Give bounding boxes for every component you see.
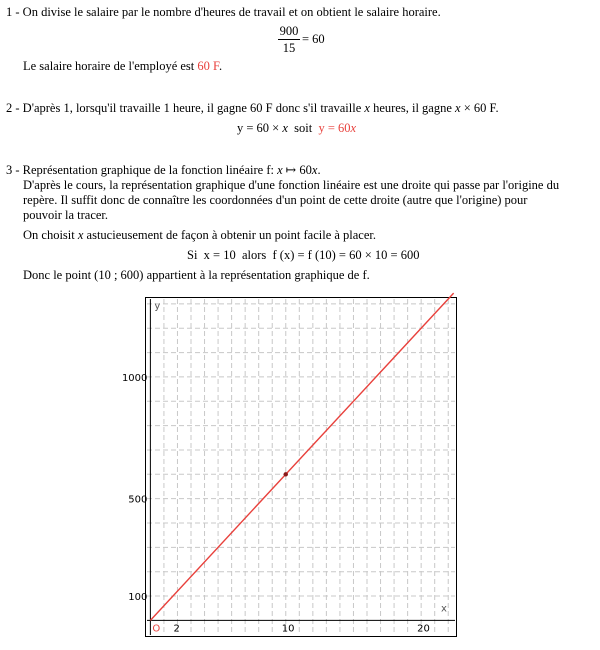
part3-heading-map: ↦ 60 bbox=[282, 163, 312, 177]
formula-mid: soit bbox=[287, 121, 319, 135]
part3-para2-prefix: On choisit bbox=[23, 228, 78, 242]
x-tick-label: 10 bbox=[281, 623, 295, 635]
part3-heading-suffix: . bbox=[317, 163, 321, 177]
part3-para1-line2: repère. Il suffit donc de connaître les coordonnées d'un point de cette droite (autre que l'origine) pour bbox=[23, 193, 528, 207]
function-graph bbox=[121, 297, 457, 637]
part1-conclusion-prefix: Le salaire horaire de l'employé est bbox=[23, 59, 198, 73]
formula-var: x bbox=[282, 121, 288, 135]
y-axis-label: y bbox=[154, 301, 161, 312]
part3-para2-var: x bbox=[77, 228, 84, 242]
part1-conclusion-suffix: . bbox=[218, 59, 223, 73]
part2-heading-mid: heures, il gagne bbox=[369, 101, 456, 115]
part3-heading-var2: x bbox=[311, 163, 318, 177]
fraction-numerator: 900 bbox=[279, 24, 299, 38]
formula-result-text: y = 60 bbox=[318, 121, 351, 135]
part3-para2-suffix: astucieusement de façon à obtenir un point facile à placer. bbox=[83, 228, 377, 242]
part3-calculation: Si x = 10 alors f (x) = f (10) = 60 × 10 = 600 bbox=[187, 248, 420, 262]
y-tick-label: 100 bbox=[128, 592, 148, 604]
part2-formula bbox=[237, 121, 356, 136]
y-tick-label: 500 bbox=[128, 494, 148, 506]
part3-para2 bbox=[23, 228, 376, 243]
formula-result bbox=[318, 121, 356, 135]
part3-heading-prefix: 3 - Représentation graphique de la fonction linéaire f: bbox=[6, 163, 278, 177]
fraction-result: = 60 bbox=[302, 32, 325, 46]
graph-frame bbox=[146, 298, 457, 637]
origin-label: O bbox=[152, 623, 161, 635]
fraction bbox=[278, 24, 300, 55]
fraction-denominator: 15 bbox=[282, 41, 296, 55]
part3-heading bbox=[6, 163, 321, 178]
part2-heading-var2: x bbox=[455, 101, 461, 115]
plotted-point bbox=[284, 472, 288, 476]
part2-heading-var: x bbox=[364, 101, 370, 115]
part3-para1-line1: D'après le cours, la représentation graphique d'une fonction linéaire est une droite qui passe par l'origine du bbox=[23, 178, 560, 192]
part2-heading-prefix: 2 - D'après 1, lorsqu'il travaille 1 heure, il gagne 60 F donc s'il travaille bbox=[6, 101, 365, 115]
formula-prefix: y = 60 × bbox=[237, 121, 283, 135]
part3-para1-line3: pouvoir la tracer. bbox=[23, 208, 109, 222]
part2-heading-suffix: × 60 F. bbox=[460, 101, 499, 115]
hourly-wage-value: 60 F bbox=[197, 59, 219, 73]
part1-conclusion bbox=[23, 59, 222, 74]
part2-heading bbox=[6, 101, 499, 116]
formula-result-var: x bbox=[350, 121, 357, 135]
part3-conclusion: Donc le point (10 ; 600) appartient à la représentation graphique de f. bbox=[23, 268, 370, 282]
part1-heading: 1 - On divise le salaire par le nombre d'heures de travail et on obtient le salaire horaire. bbox=[6, 5, 441, 19]
part3-heading-var: x bbox=[277, 163, 283, 177]
x-axis-label: x bbox=[441, 603, 447, 615]
x-tick-label: 20 bbox=[417, 623, 430, 635]
y-tick-label: 1000 bbox=[121, 372, 148, 384]
x-tick-label: 2 bbox=[173, 623, 180, 635]
